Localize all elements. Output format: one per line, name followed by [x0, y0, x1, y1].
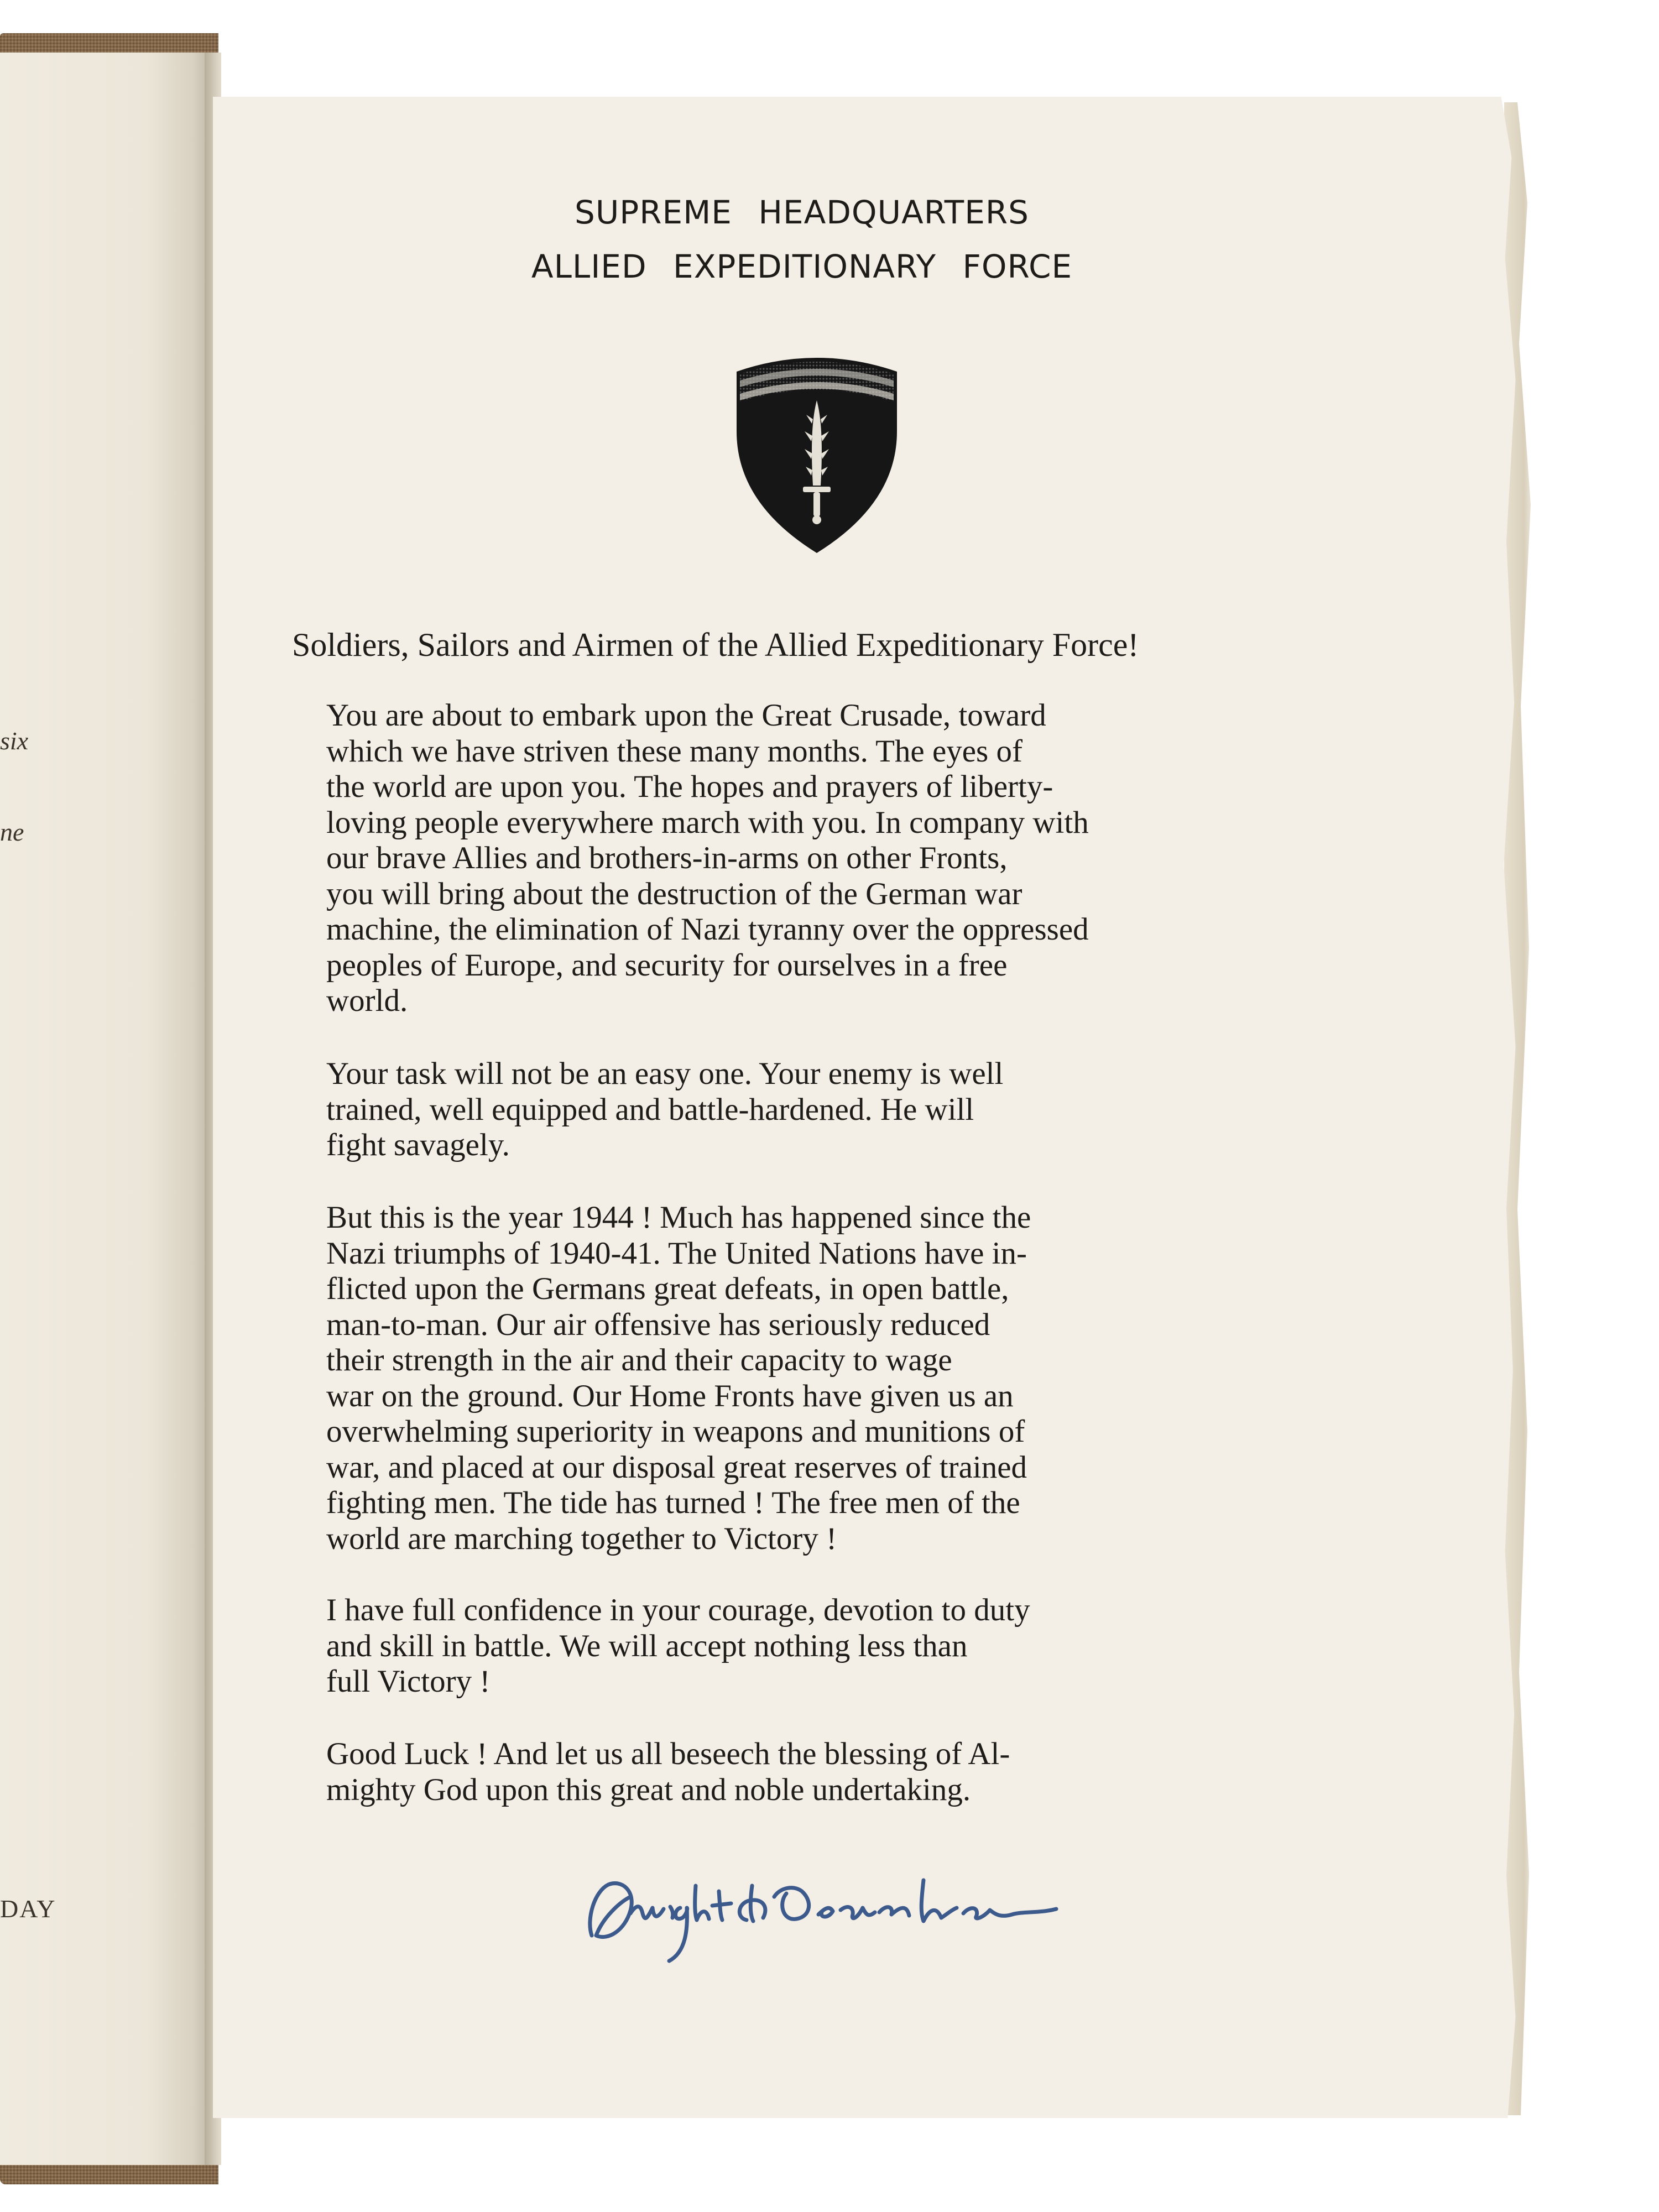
paragraph-line: Nazi triumphs of 1940-41. The United Nations have in-: [326, 1235, 1027, 1271]
paragraph-line: and skill in battle. We will accept nothing less than: [326, 1628, 968, 1663]
paragraph-line: man-to-man. Our air offensive has seriously reduced: [326, 1307, 990, 1342]
message-paragraph-2: [326, 1056, 1003, 1164]
headquarters-title-line-1: SUPREME HEADQUARTERS: [575, 194, 1029, 231]
paragraph-line: the world are upon you. The hopes and prayers of liberty-: [326, 769, 1053, 804]
paragraph-line: But this is the year 1944 ! Much has happened since the: [326, 1200, 1031, 1235]
paragraph-line: flicted upon the Germans great defeats, in open battle,: [326, 1271, 1009, 1306]
paragraph-line: fighting men. The tide has turned ! The free men of the: [326, 1485, 1020, 1520]
message-paragraph-5: [326, 1736, 1010, 1808]
paragraph-line: full Victory !: [326, 1664, 491, 1699]
handwritten-signature: [570, 1853, 1089, 1969]
headquarters-title-line-2: ALLIED EXPEDITIONARY FORCE: [531, 248, 1073, 285]
message-paragraph-1: [326, 698, 1089, 1019]
paragraph-line: mighty God upon this great and noble undertaking.: [326, 1772, 971, 1807]
paragraph-line: Good Luck ! And let us all beseech the blessing of Al-: [326, 1736, 1010, 1771]
paragraph-line: fight savagely.: [326, 1128, 510, 1162]
paragraph-line: which we have striven these many months. The eyes of: [326, 733, 1022, 769]
paragraph-line: our brave Allies and brothers-in-arms on other Fronts,: [326, 841, 1008, 875]
paragraph-line: war on the ground. Our Home Fronts have given us an: [326, 1378, 1014, 1413]
paragraph-line: You are about to embark upon the Great Crusade, toward: [326, 698, 1046, 733]
paragraph-line: their strength in the air and their capacity to wage: [326, 1343, 952, 1378]
left-facing-page: [0, 53, 209, 2165]
shaef-shoulder-sleeve-insignia-icon: [729, 347, 905, 557]
paragraph-line: machine, the elimination of Nazi tyranny over the oppressed: [326, 912, 1089, 947]
paragraph-line: peoples of Europe, and security for ourselves in a free: [326, 947, 1008, 983]
paragraph-line: Your task will not be an easy one. Your enemy is well: [326, 1056, 1004, 1091]
paragraph-line: trained, well equipped and battle-hardened. He will: [326, 1092, 974, 1127]
paragraph-line: world are marching together to Victory !: [326, 1521, 837, 1556]
paragraph-line: war, and placed at our disposal great reserves of trained: [326, 1449, 1027, 1485]
message-paragraph-4: [326, 1593, 1030, 1700]
left-page-text-fragment: DAY: [0, 1895, 56, 1923]
message-paragraph-3: [326, 1200, 1031, 1557]
paragraph-line: I have full confidence in your courage, devotion to duty: [326, 1593, 1030, 1627]
paragraph-line: loving people everywhere march with you. In company with: [326, 805, 1089, 840]
left-page-text-fragment: ne: [0, 818, 24, 846]
left-page-text-fragment: six: [0, 727, 29, 755]
paragraph-line: you will bring about the destruction of the German war: [326, 876, 1022, 911]
paragraph-line: overwhelming superiority in weapons and munitions of: [326, 1414, 1025, 1449]
paragraph-line: world.: [326, 983, 408, 1018]
salutation: Soldiers, Sailors and Airmen of the Allied Expeditionary Force!: [292, 627, 1139, 663]
